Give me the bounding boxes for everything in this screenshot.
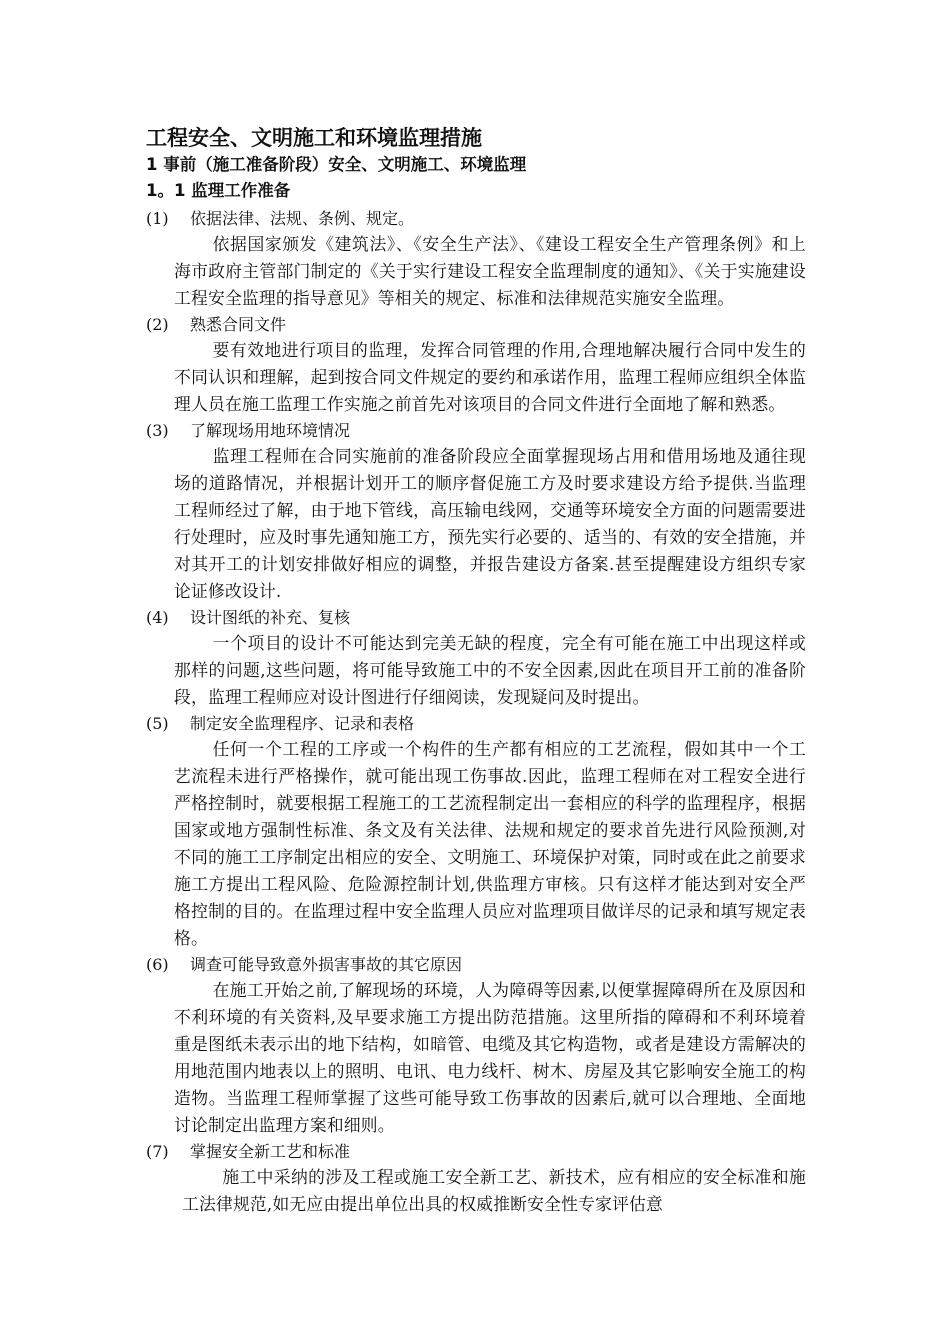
document-title: 工程安全、文明施工和环境监理措施 [146, 126, 482, 150]
item-heading [146, 711, 806, 736]
item-number: (5) [146, 714, 169, 733]
item-paragraph: 一个项目的设计不可能达到完美无缺的程度，完全有可能在施工中出现这样或那样的问题,这些问题，将可能导致施工中的不安全因素,因此在项目开工前的准备阶段，监理工程师应对设计图进行仔细阅读，发现疑问及时提出。 [174, 633, 806, 707]
item-number: (6) [146, 955, 169, 974]
list-item [146, 711, 806, 952]
item-paragraph: 任何一个工程的工序或一个构件的生产都有相应的工艺流程，假如其中一个工艺流程未进行严格操作，就可能出现工伤事故.因此，监理工程师在对工程安全进行严格控制时，就要根据工程施工的工艺流程制定出一套相应的科学的监理程序，根据国家或地方强制性标准、条文及有关法律、法规和规定的要求首先进行风险预测,对不同的施工工序制定出相应的安全、文明施工、环境保护对策，同时或在此之前要求施工方提出工程风险、危险源控制计划,供监理方审核。只有这样才能达到对安全严格控制的目的。在监理过程中安全监理人员应对监理项目做详尽的记录和填写规定表格。 [174, 739, 806, 948]
item-paragraph: 施工中采纳的涉及工程或施工安全新工艺、新技术，应有相应的安全标准和施工法律规范,如无应由提出单位出具的权威推断安全性专家评估意 [182, 1167, 806, 1214]
list-item [146, 418, 806, 605]
item-heading [146, 1139, 806, 1164]
item-paragraph: 在施工开始之前,了解现场的环境，人为障碍等因素,以便掌握障碍所在及原因和不利环境的有关资料,及早要求施工方提出防范措施。这里所指的障碍和不利环境着重是图纸未表示出的地下结构，如暗管、电缆及其它构造物，或者是建设方需解决的用地范围内地表以上的照明、电讯、电力线杆、树木、房屋及其它影响安全施工的构造物。当监理工程师掌握了这些可能导致工伤事故的因素后,就可以合理地、全面地讨论制定出监理方案和细则。 [174, 980, 806, 1135]
list-item [146, 1139, 806, 1218]
item-heading [146, 418, 806, 443]
item-number: (4) [146, 608, 169, 627]
item-paragraph: 依据国家颁发《建筑法》、《安全生产法》、《建设工程安全生产管理条例》和上海市政府主管部门制定的《关于实行建设工程安全监理制度的通知》、《关于实施建设工程安全监理的指导意见》等相关的规定、标准和法律规范实施安全监理。 [174, 234, 806, 308]
section-heading: 1 事前（施工准备阶段）安全、文明施工、环境监理 [146, 155, 527, 174]
list-item [146, 605, 806, 711]
document-content [146, 124, 806, 1218]
item-heading-text: 掌握安全新工艺和标准 [190, 1142, 351, 1161]
item-paragraph: 要有效地进行项目的监理，发挥合同管理的作用,合理地解决履行合同中发生的不同认识和理解，起到按合同文件规定的要约和承诺作用，监理工程师应组织全体监理人员在施工监理工作实施之前首先对该项目的合同文件进行全面地了解和熟悉。 [174, 340, 806, 414]
item-number: (2) [146, 315, 169, 334]
item-heading-text: 调查可能导致意外损害事故的其它原因 [190, 955, 463, 974]
item-heading [146, 605, 806, 630]
item-paragraph: 监理工程师在合同实施前的准备阶段应全面掌握现场占用和借用场地及通往现场的道路情况，并根据计划开工的顺序督促施工方及时要求建设方给予提供.当监理工程师经过了解，由于地下管线，高压输电线网，交通等环境安全方面的问题需要进行处理时，应及时事先通知施工方，预先实行必要的、适当的、有效的安全措施，并对其开工的计划安排做好相应的调整，并报告建设方备案.甚至提醒建设方组织专家论证修改设计. [174, 446, 806, 601]
subsection-heading: 1。1 监理工作准备 [146, 181, 291, 200]
item-number: (3) [146, 421, 169, 440]
item-heading [146, 206, 806, 231]
item-heading-text: 制定安全监理程序、记录和表格 [190, 714, 415, 733]
list-item [146, 312, 806, 418]
item-number: (7) [146, 1142, 169, 1161]
item-heading-text: 设计图纸的补充、复核 [190, 608, 351, 627]
item-heading [146, 312, 806, 337]
item-heading-text: 依据法律、法规、条例、规定。 [190, 209, 415, 228]
list-item [146, 952, 806, 1139]
list-item [146, 206, 806, 312]
item-heading-text: 了解现场用地环境情况 [190, 421, 351, 440]
item-heading [146, 952, 806, 977]
item-number: (1) [146, 209, 169, 228]
item-heading-text: 熟悉合同文件 [190, 315, 287, 334]
